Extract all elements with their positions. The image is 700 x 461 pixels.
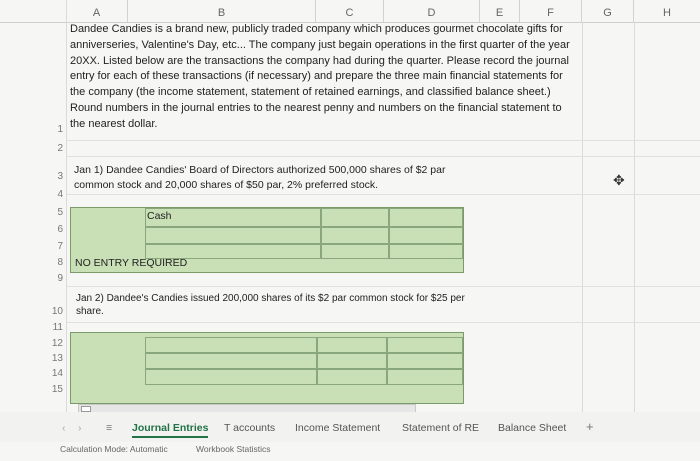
- gridline: [634, 22, 635, 412]
- debit-cell[interactable]: [321, 244, 389, 259]
- sheet-list-icon[interactable]: ≡: [106, 422, 113, 434]
- account-cell[interactable]: [145, 353, 317, 369]
- column-header-f[interactable]: F: [520, 0, 582, 22]
- gridline: [582, 22, 583, 412]
- row-header-5[interactable]: 5: [57, 207, 63, 218]
- tab-nav-next-icon[interactable]: ›: [78, 422, 82, 434]
- row-header-15[interactable]: 15: [51, 384, 63, 395]
- calculation-mode-status[interactable]: Calculation Mode: Automatic: [60, 444, 168, 454]
- add-sheet-button[interactable]: +: [586, 419, 594, 434]
- gridline: [66, 0, 67, 412]
- column-header-a[interactable]: A: [66, 0, 128, 22]
- row-header-11[interactable]: 11: [52, 322, 63, 333]
- transaction-2-text[interactable]: Jan 2) Dandee's Candies issued 200,000 shares of its $2 par common stock for $25 per share.: [76, 293, 465, 317]
- account-cell[interactable]: [145, 227, 321, 244]
- account-cell[interactable]: [145, 369, 317, 385]
- row-header-8[interactable]: 8: [57, 257, 63, 268]
- credit-cell[interactable]: [389, 208, 463, 227]
- row-header-9[interactable]: 9: [57, 273, 63, 284]
- column-header-g[interactable]: G: [582, 0, 634, 22]
- debit-cell[interactable]: [321, 227, 389, 244]
- row-header-14[interactable]: 14: [51, 368, 63, 379]
- row-header-12[interactable]: 12: [51, 338, 63, 349]
- row-header-1[interactable]: 1: [57, 124, 63, 135]
- transaction-1-text[interactable]: Jan 1) Dandee Candies' Board of Directors authorized 500,000 shares of $2 par common stock and 20,000 shares of $50 par, 2% preferred stock.: [74, 164, 446, 191]
- credit-cell[interactable]: [387, 369, 463, 385]
- gridline: [66, 156, 700, 157]
- credit-cell[interactable]: [387, 337, 463, 353]
- debit-cell[interactable]: [321, 208, 389, 227]
- gridline: [66, 286, 700, 287]
- workbook-statistics-button[interactable]: Workbook Statistics: [196, 444, 271, 454]
- debit-cell[interactable]: [317, 369, 387, 385]
- tab-nav-prev-icon[interactable]: ‹: [62, 422, 66, 434]
- journal-entry-table-1: [70, 207, 464, 273]
- row-header-4[interactable]: 4: [57, 189, 63, 200]
- gridline: [66, 140, 700, 141]
- cash-label[interactable]: Cash: [147, 210, 172, 222]
- row-header-6[interactable]: 6: [57, 224, 63, 235]
- journal-entry-table-2: [70, 332, 464, 404]
- gridline: [66, 194, 700, 195]
- column-header-d[interactable]: D: [384, 0, 480, 22]
- credit-cell[interactable]: [389, 227, 463, 244]
- gridline: [66, 322, 700, 323]
- credit-cell[interactable]: [387, 353, 463, 369]
- column-header-h[interactable]: H: [663, 7, 671, 19]
- tab-journal-entries[interactable]: Journal Entries: [132, 422, 208, 438]
- row-header-7[interactable]: 7: [57, 241, 63, 252]
- tab-statement-of-re[interactable]: Statement of RE: [402, 422, 480, 434]
- column-header-c[interactable]: C: [316, 0, 384, 22]
- debit-cell[interactable]: [317, 337, 387, 353]
- credit-cell[interactable]: [389, 244, 463, 259]
- debit-cell[interactable]: [317, 353, 387, 369]
- no-entry-label[interactable]: NO ENTRY REQUIRED: [75, 257, 188, 269]
- row-header-10[interactable]: 10: [51, 306, 63, 317]
- account-cell[interactable]: [145, 337, 317, 353]
- column-header-b[interactable]: B: [128, 0, 316, 22]
- row-header-3[interactable]: 3: [57, 171, 63, 182]
- plus-cursor-icon: ✥: [613, 172, 625, 188]
- row-header-13[interactable]: 13: [51, 353, 63, 364]
- column-header-e[interactable]: E: [480, 0, 520, 22]
- tab-t-accounts[interactable]: T accounts: [224, 422, 276, 434]
- row-header-2[interactable]: 2: [57, 143, 63, 154]
- tab-income-statement[interactable]: Income Statement: [295, 422, 381, 434]
- intro-paragraph[interactable]: Dandee Candies is a brand new, publicly traded company which produces gourmet chocolate gifts for anniverseries, Valentine's Day, etc... The company just begain operations in the first quarter of the year 20XX. Listed below are the transactions the company had during the quarter. Please record the journal entry for each of these transactions (if necessary) and prepare the three main financial statements for the company (the income statement, statement of retained earnings, and classified balance sheet.) Round numbers in the journal entries to the nearest penny and numbers on the financial statement to the nearest dollar.: [70, 23, 570, 130]
- tab-balance-sheet[interactable]: Balance Sheet: [498, 422, 567, 434]
